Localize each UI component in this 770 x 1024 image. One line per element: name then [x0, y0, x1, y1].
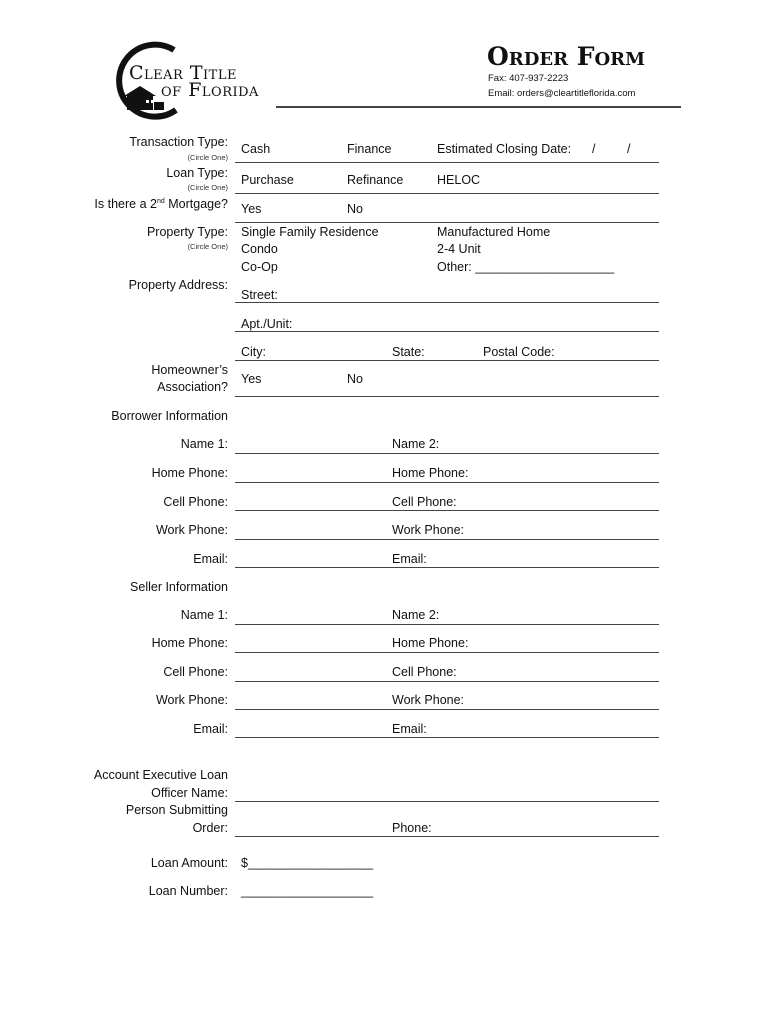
hoa-line — [235, 396, 659, 397]
logo-line-2: of Florida — [161, 79, 259, 101]
borrower-email-field[interactable] — [235, 567, 659, 568]
borrower-home-phone-label: Home Phone: — [151, 466, 228, 480]
loan-amount-label: Loan Amount: — [150, 856, 228, 870]
fax-number: Fax: 407-937-2223 — [488, 73, 569, 84]
borrower-2-home-phone-label: Home Phone: — [392, 466, 469, 480]
seller-name-1-label: Name 1: — [180, 608, 228, 622]
borrower-name-field[interactable] — [235, 453, 659, 454]
borrower-work-phone-label: Work Phone: — [155, 523, 228, 537]
option-heloc[interactable]: HELOC — [437, 173, 481, 187]
seller-heading: Seller Information — [130, 580, 228, 594]
page-title: Order Form — [487, 42, 646, 71]
apt-unit-label: Apt./Unit: — [241, 317, 293, 331]
borrower-cell-phone-field[interactable] — [235, 510, 659, 511]
option-refinance[interactable]: Refinance — [347, 173, 404, 187]
borrower-2-cell-phone-label: Cell Phone: — [392, 495, 457, 509]
street-field[interactable] — [235, 302, 659, 303]
postal-code-label: Postal Code: — [483, 345, 555, 359]
loan-amount-field[interactable]: $__________________ — [241, 856, 374, 870]
account-exec-label-line-1: Account Executive Loan — [93, 768, 228, 782]
submitter-phone-label: Phone: — [392, 821, 432, 835]
submitter-field[interactable] — [235, 836, 659, 837]
seller-email-field[interactable] — [235, 737, 659, 738]
option-finance[interactable]: Finance — [347, 142, 392, 156]
seller-2-cell-phone-label: Cell Phone: — [392, 665, 457, 679]
option-single-family[interactable]: Single Family Residence — [241, 225, 379, 239]
account-exec-label-line-2: Officer Name: — [151, 786, 228, 800]
closing-date-label: Estimated Closing Date: — [437, 142, 572, 156]
option-cash[interactable]: Cash — [241, 142, 271, 156]
seller-name-field[interactable] — [235, 624, 659, 625]
option-2-4-unit[interactable]: 2-4 Unit — [437, 242, 481, 256]
loan-type-hint: (Circle One) — [187, 183, 228, 192]
seller-cell-phone-field[interactable] — [235, 681, 659, 682]
street-label: Street: — [241, 288, 278, 302]
option-manufactured-home[interactable]: Manufactured Home — [437, 225, 551, 239]
loan-type-label: Loan Type: — [166, 166, 228, 180]
state-label: State: — [392, 345, 425, 359]
property-type-label: Property Type: — [146, 225, 228, 239]
submitter-label-line-2: Order: — [192, 821, 228, 835]
borrower-name-2-label: Name 2: — [392, 437, 440, 451]
transaction-line — [235, 162, 659, 163]
option-purchase[interactable]: Purchase — [241, 173, 294, 187]
borrower-2-work-phone-label: Work Phone: — [392, 523, 465, 537]
mortgage-line — [235, 222, 659, 223]
option-mortgage-yes[interactable]: Yes — [241, 202, 262, 216]
loan-number-field[interactable]: ___________________ — [241, 884, 374, 898]
seller-name-2-label: Name 2: — [392, 608, 440, 622]
transaction-type-hint: (Circle One) — [187, 153, 228, 162]
header-divider — [276, 106, 681, 108]
closing-date-field[interactable]: / / — [592, 142, 645, 156]
hoa-label-line-1: Homeowner’s — [151, 363, 228, 377]
loan-line — [235, 193, 659, 194]
seller-2-home-phone-label: Home Phone: — [392, 636, 469, 650]
borrower-email-label: Email: — [193, 552, 228, 566]
seller-work-phone-field[interactable] — [235, 709, 659, 710]
property-type-hint: (Circle One) — [187, 242, 228, 251]
borrower-work-phone-field[interactable] — [235, 539, 659, 540]
seller-work-phone-label: Work Phone: — [155, 693, 228, 707]
seller-2-email-label: Email: — [392, 722, 427, 736]
option-mortgage-no[interactable]: No — [347, 202, 363, 216]
seller-cell-phone-label: Cell Phone: — [163, 665, 228, 679]
option-hoa-no[interactable]: No — [347, 372, 363, 386]
option-hoa-yes[interactable]: Yes — [241, 372, 262, 386]
seller-email-label: Email: — [193, 722, 228, 736]
second-mortgage-label: Is there a 2nd Mortgage? — [94, 197, 228, 211]
apt-unit-field[interactable] — [235, 331, 659, 332]
account-exec-field[interactable] — [235, 801, 659, 802]
borrower-cell-phone-label: Cell Phone: — [163, 495, 228, 509]
option-co-op[interactable]: Co-Op — [241, 260, 278, 274]
transaction-type-label: Transaction Type: — [129, 135, 228, 149]
property-address-label: Property Address: — [128, 278, 228, 292]
seller-home-phone-field[interactable] — [235, 652, 659, 653]
seller-2-work-phone-label: Work Phone: — [392, 693, 465, 707]
city-label: City: — [241, 345, 266, 359]
order-email: Email: orders@cleartitleflorida.com — [488, 88, 636, 99]
hoa-label-line-2: Association? — [157, 380, 228, 394]
borrower-home-phone-field[interactable] — [235, 482, 659, 483]
submitter-label-line-1: Person Submitting — [125, 803, 228, 817]
borrower-2-email-label: Email: — [392, 552, 427, 566]
borrower-name-1-label: Name 1: — [180, 437, 228, 451]
borrower-heading: Borrower Information — [111, 409, 228, 423]
option-condo[interactable]: Condo — [241, 242, 278, 256]
seller-home-phone-label: Home Phone: — [151, 636, 228, 650]
option-other[interactable]: Other: ____________________ — [437, 260, 615, 274]
loan-number-label: Loan Number: — [148, 884, 228, 898]
logo-line-1: Clear Title — [129, 62, 237, 84]
city-state-postal-field[interactable] — [235, 360, 659, 361]
